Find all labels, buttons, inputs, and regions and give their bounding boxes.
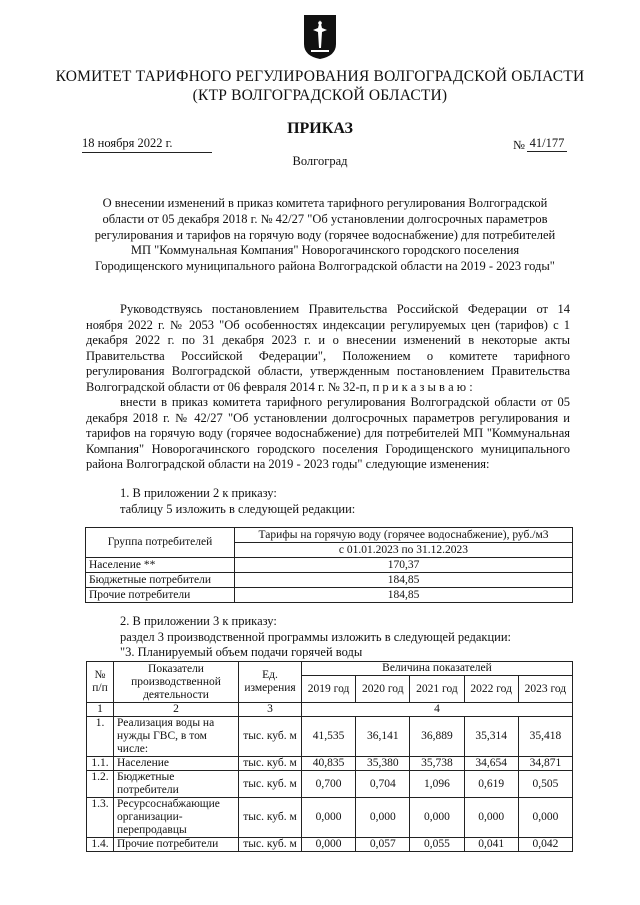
subject-line: Городищенского муниципального района Волгоградской области на 2019 - 2023 годы" [95, 259, 555, 274]
row-value: 35,418 [518, 717, 572, 757]
table-header-values: Величина показателей [302, 662, 573, 676]
subject-line: области от 05 декабря 2018 г. № 42/27 "Об установлении долгосрочных параметров [102, 211, 548, 226]
row-value: 35,314 [464, 717, 518, 757]
row-value: 0,505 [518, 771, 572, 798]
row-value: 0,704 [356, 771, 410, 798]
order-paragraph: внести в приказ комитета тарифного регулирования Волгоградской области от 05 декабря 2018 г. № 42/27 "Об установлении долгосрочных параметров регулирования и тарифов на горячую воду (горячее водоснабжение) для потребителей МП "Коммунальная Компания" Новорогачинского городского поселения Городищенского муниципального района Волгоградской области на 2019 - 2023 годы" следующие изменения: [86, 395, 570, 472]
table-row [86, 573, 573, 588]
row-num: 1.3. [87, 798, 114, 838]
row-value: 0,000 [410, 798, 464, 838]
row-value: 36,889 [410, 717, 464, 757]
row-unit: тыс. куб. м [239, 757, 302, 771]
row-value: 0,000 [302, 838, 356, 852]
item-1-instruction: таблицу 5 изложить в следующей редакции: [120, 502, 356, 516]
row-indicator: Бюджетные потребители [114, 771, 239, 798]
row-value: 0,700 [302, 771, 356, 798]
document-number: 41/177 [527, 136, 567, 152]
row-num: 1.4. [87, 838, 114, 852]
table-header-group: Группа потребителей [86, 528, 235, 558]
row-value: 34,871 [518, 757, 572, 771]
row-value: 1,096 [410, 771, 464, 798]
row-unit: тыс. куб. м [239, 798, 302, 838]
tariff-value: 184,85 [235, 588, 573, 603]
row-num: 1. [87, 717, 114, 757]
row-value: 0,055 [410, 838, 464, 852]
consumer-group: Прочие потребители [86, 588, 235, 603]
subject-line: О внесении изменений в приказ комитета тарифного регулирования Волгоградской [102, 196, 548, 210]
column-index: 2 [114, 703, 239, 717]
row-unit: тыс. куб. м [239, 838, 302, 852]
tariff-table [85, 527, 573, 603]
year-header: 2021 год [410, 676, 464, 703]
row-indicator: Население [114, 757, 239, 771]
row-value: 35,738 [410, 757, 464, 771]
row-value: 0,041 [464, 838, 518, 852]
row-value: 40,835 [302, 757, 356, 771]
row-value: 0,000 [302, 798, 356, 838]
table-row [87, 771, 573, 798]
table-row [87, 757, 573, 771]
year-header: 2023 год [518, 676, 572, 703]
row-value: 0,042 [518, 838, 572, 852]
row-indicator: Ресурсоснабжающие организации-перепродавцы [114, 798, 239, 838]
subject-line: МП "Коммунальная Компания" Новорогачинского городского поселения [130, 243, 520, 258]
row-num: 1.1. [87, 757, 114, 771]
table-row [87, 798, 573, 838]
item-1-heading: 1. В приложении 2 к приказу: [120, 486, 277, 500]
document-date: 18 ноября 2022 г. [82, 136, 212, 153]
table-header-tariff: Тарифы на горячую воду (горячее водоснабжение), руб./м3 [235, 528, 573, 543]
column-index: 3 [239, 703, 302, 717]
column-index: 4 [302, 703, 573, 717]
row-num: 1.2. [87, 771, 114, 798]
row-value: 0,000 [464, 798, 518, 838]
row-value: 0,000 [518, 798, 572, 838]
table-row [86, 558, 573, 573]
preamble-paragraph: Руководствуясь постановлением Правительства Российской Федерации от 14 ноября 2022 г. № 2053 "Об особенностях индексации регулируемых цен (тарифов) с 1 декабря 2022 г. по 31 декабря 2023 г. и о внесении изменений в некоторые акты Правительства Российской Федерации", Положением о комитете тарифного регулирования Волгоградской области, утвержденным постановлением Правительства Волгоградской области от 06 февраля 2014 г. № 32-п, п р и к а з ы в а ю : [86, 302, 570, 394]
row-value: 0,057 [356, 838, 410, 852]
tariff-value: 170,37 [235, 558, 573, 573]
document-subject [80, 196, 570, 275]
document-city: Волгоград [292, 154, 348, 168]
row-value: 41,535 [302, 717, 356, 757]
year-header: 2019 год [302, 676, 356, 703]
tariff-value: 184,85 [235, 573, 573, 588]
coat-of-arms-emblem [303, 14, 337, 60]
table-header-unit: Ед. измерения [239, 662, 302, 703]
consumer-group: Население ** [86, 558, 235, 573]
organization-name: КОМИТЕТ ТАРИФНОГО РЕГУЛИРОВАНИЯ ВОЛГОГРАДСКОЙ ОБЛАСТИ [55, 68, 585, 85]
row-indicator: Прочие потребители [114, 838, 239, 852]
document-type: ПРИКАЗ [287, 120, 353, 137]
row-value: 34,654 [464, 757, 518, 771]
production-program-table [86, 661, 573, 852]
table-header-indicator: Показатели производственной деятельности [114, 662, 239, 703]
column-index: 1 [87, 703, 114, 717]
year-header: 2020 год [356, 676, 410, 703]
table-row [87, 838, 573, 852]
table-header-period: с 01.01.2023 по 31.12.2023 [235, 543, 573, 558]
document-number-label: № [513, 138, 525, 152]
table-row [86, 588, 573, 603]
row-unit: тыс. куб. м [239, 717, 302, 757]
organization-short-name: (КТР ВОЛГОГРАДСКОЙ ОБЛАСТИ) [192, 87, 448, 104]
subject-line: регулирования и тарифов на горячую воду (горячее водоснабжение) для потребителей [94, 227, 556, 242]
row-value: 35,380 [356, 757, 410, 771]
item-2-instruction: раздел 3 производственной программы изложить в следующей редакции: [120, 630, 512, 644]
row-indicator: Реализация воды на нужды ГВС, в том числе: [114, 717, 239, 757]
row-unit: тыс. куб. м [239, 771, 302, 798]
section-3-title: "3. Планируемый объем подачи горячей воды [120, 645, 363, 659]
year-header: 2022 год [464, 676, 518, 703]
item-2-heading: 2. В приложении 3 к приказу: [120, 614, 277, 628]
row-value: 0,619 [464, 771, 518, 798]
table-row [87, 717, 573, 757]
table-header-num: № п/п [87, 662, 114, 703]
row-value: 36,141 [356, 717, 410, 757]
row-value: 0,000 [356, 798, 410, 838]
consumer-group: Бюджетные потребители [86, 573, 235, 588]
